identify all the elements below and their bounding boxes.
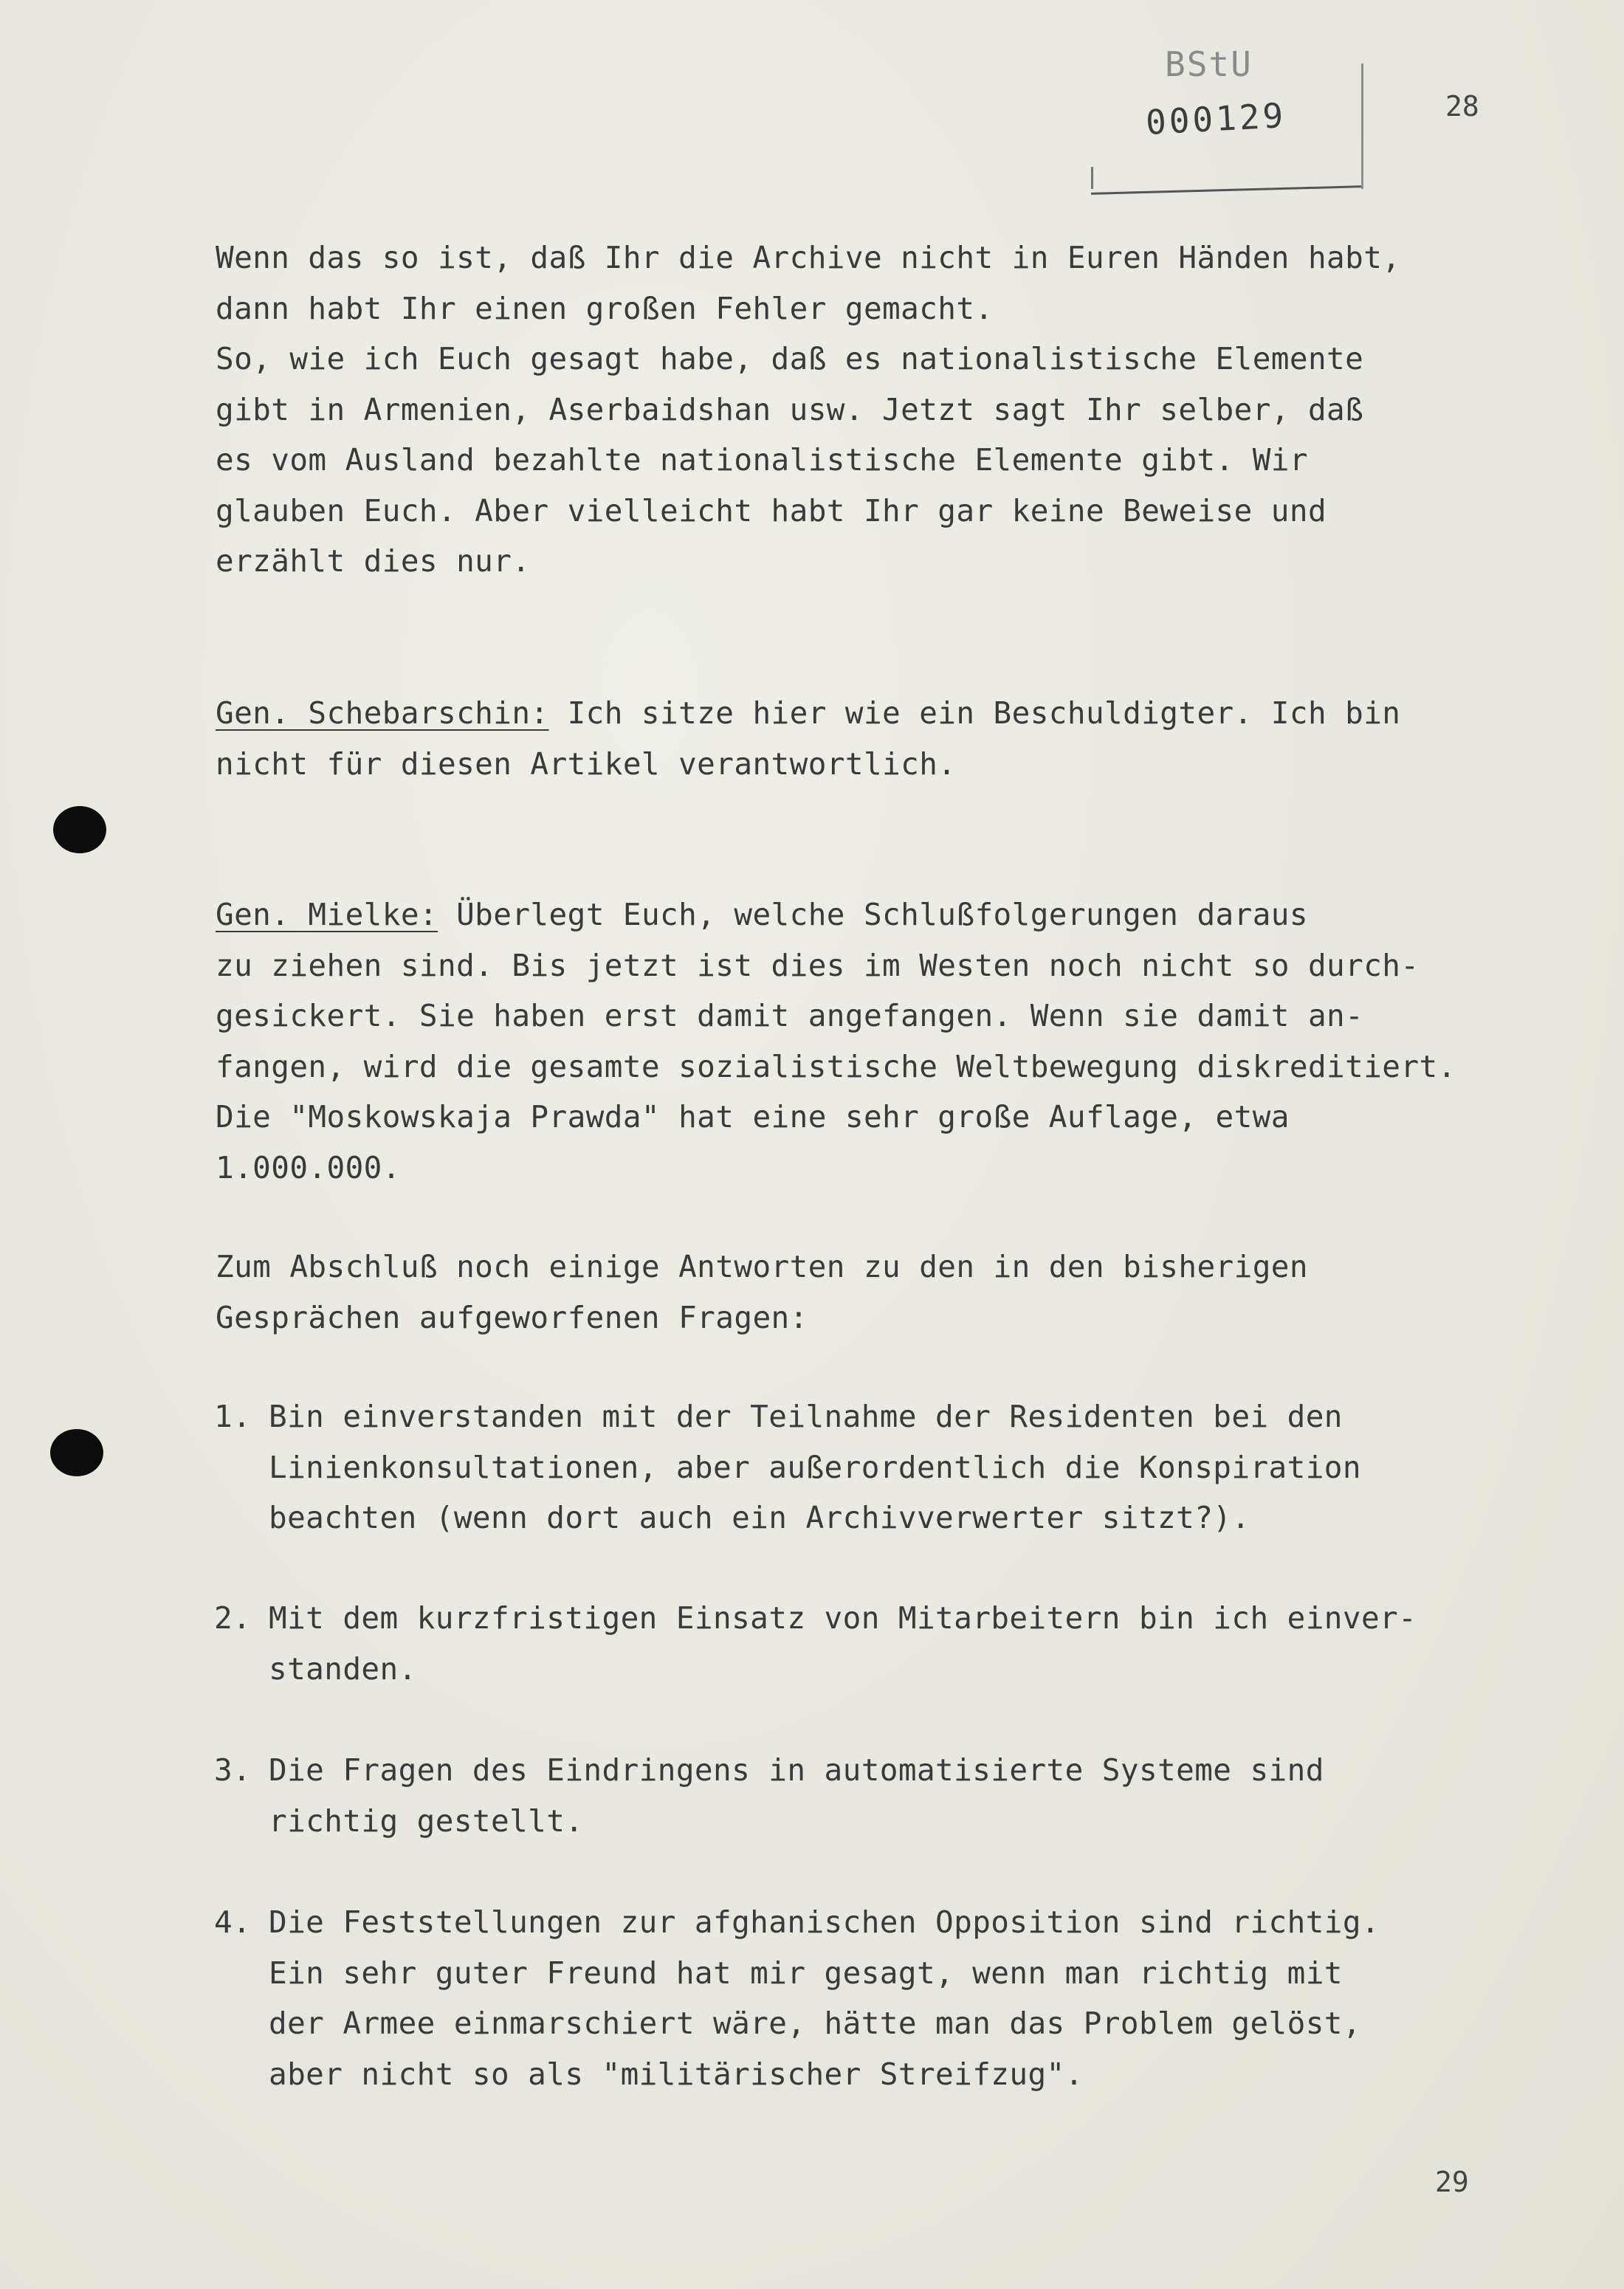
list-item-1 [214,1391,1617,1598]
schebarschin-statement [216,688,1400,789]
text-line: zu ziehen sind. Bis jetzt ist dies im Westen noch nicht so durch- [216,947,1420,983]
list-item-4 [214,1897,1617,2104]
stamp-label: BStU [1165,44,1253,84]
stamp-frame-left [1091,167,1093,189]
text-line: dann habt Ihr einen großen Fehler gemacht. [216,290,994,326]
list-text [269,1391,1361,1543]
text-line: glauben Euch. Aber vielleicht habt Ihr gar keine Beweise und [216,492,1327,529]
text-line: erzählt dies nur. [216,543,531,579]
list-text [269,1593,1417,1694]
text-line [216,889,1456,940]
text-line: Gesprächen aufgeworfenen Fragen: [216,1299,808,1335]
text-line: standen. [269,1651,417,1687]
page-number-bottom: 29 [1435,2166,1469,2198]
text-line: Mit dem kurzfristigen Einsatz von Mitarbeitern bin ich einver- [269,1600,1417,1636]
text-line: gesickert. Sie haben erst damit angefangen. Wenn sie damit an- [216,998,1364,1033]
text-line: nicht für diesen Artikel verantwortlich. [216,746,957,782]
list-number: 2. [214,1600,252,1636]
closing-intro [216,1242,1308,1343]
text-line: Die Feststellungen zur afghanischen Opposition sind richtig. [269,1904,1380,1940]
statement-text: Überlegt Euch, welche Schlußfolgerungen daraus [438,897,1308,932]
list-number: 1. [214,1399,252,1434]
statement-text: Ich sitze hier wie ein Beschuldigter. Ich bin [548,695,1401,731]
text-line [216,688,1400,739]
text-line: Die Fragen des Eindringens in automatisierte Systeme sind [269,1752,1324,1788]
speaker-label: Gen. Schebarschin: [216,695,549,731]
page-number-top: 28 [1445,90,1479,123]
punch-hole-lower [50,1429,103,1476]
intro-paragraph [216,233,1400,587]
text-line: Ein sehr guter Freund hat mir gesagt, wenn man richtig mit [269,1955,1343,1991]
stamp-number: 000129 [1144,95,1287,142]
stamp-frame-bottom [1091,185,1363,195]
text-line: es vom Ausland bezahlte nationalistische Elemente gibt. Wir [216,442,1308,478]
list-number: 4. [214,1904,252,1940]
list-number: 3. [214,1752,252,1788]
list-text [269,1745,1324,1846]
list-text [269,1897,1380,2099]
text-line: Zum Abschluß noch einige Antworten zu den in den bisherigen [216,1249,1308,1284]
text-line: Bin einverstanden mit der Teilnahme der Residenten bei den [269,1399,1343,1434]
stamp-frame-right [1361,63,1363,189]
text-line: So, wie ich Euch gesagt habe, daß es nationalistische Elemente [216,341,1364,376]
text-line: beachten (wenn dort auch ein Archivverwerter sitzt?). [269,1500,1250,1535]
text-line: Linienkonsultationen, aber außerordentlich die Konspiration [269,1449,1361,1485]
text-line: aber nicht so als "militärischer Streifzug". [269,2056,1084,2092]
text-line: der Armee einmarschiert wäre, hätte man das Problem gelöst, [269,2006,1361,2041]
speaker-label: Gen. Mielke: [216,897,438,932]
text-line: richtig gestellt. [269,1803,584,1839]
text-line: 1.000.000. [216,1149,401,1185]
mielke-statement [216,889,1456,1193]
text-line: Die "Moskowskaja Prawda" hat eine sehr große Auflage, etwa [216,1099,1290,1135]
text-line: gibt in Armenien, Aserbaidshan usw. Jetzt sagt Ihr selber, daß [216,391,1364,427]
punch-hole-upper [53,806,106,853]
archive-stamp [1091,41,1364,205]
text-line: fangen, wird die gesamte sozialistische Weltbewegung diskreditiert. [216,1048,1456,1084]
text-line: Wenn das so ist, daß Ihr die Archive nicht in Euren Händen habt, [216,240,1401,275]
